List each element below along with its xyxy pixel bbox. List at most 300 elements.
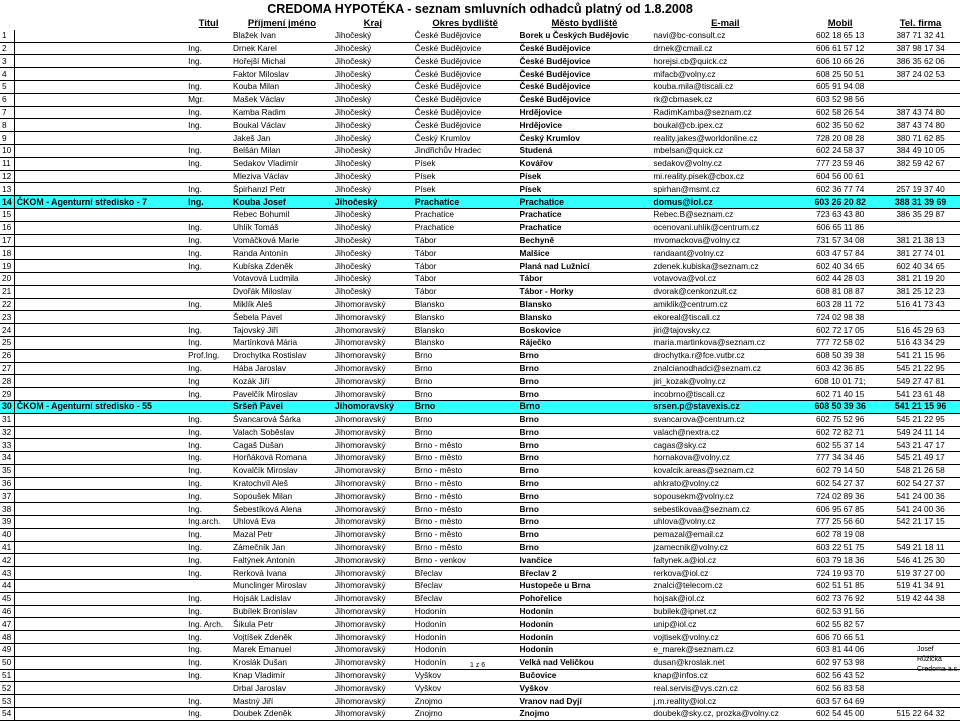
email-cell[interactable]: vojtisek@volny.cz [651,631,799,644]
titul-cell: Ing [186,375,231,388]
table-row [0,80,960,93]
row-number: 47 [0,618,14,631]
titul-cell [186,580,231,593]
okres-cell: Brno - město [413,516,518,529]
titul-cell: Ing. [186,669,231,682]
org-cell [14,592,186,605]
okres-cell: České Budějovice [413,55,518,68]
table-row [0,682,960,695]
org-cell [14,157,186,170]
org-cell [14,247,186,260]
kraj-cell: Jihomoravský [333,695,413,708]
tel-cell [881,528,960,541]
kraj-cell: Jihomoravský [333,567,413,580]
titul-cell: Ing. [186,106,231,119]
mobile-cell: 731 57 34 08 [799,234,881,247]
mobile-cell: 603 81 44 06 [799,644,881,657]
email-cell[interactable]: uhlova@volny.cz [651,516,799,529]
email-cell[interactable]: svancarova@centrum.cz [651,413,799,426]
table-row [0,324,960,337]
email-cell[interactable]: maria.martinkova@seznam.cz [651,336,799,349]
org-cell [14,580,186,593]
kraj-cell: Jihočeský [333,119,413,132]
email-cell[interactable]: faltynek.a@iol.cz [651,554,799,567]
okres-cell: Blansko [413,324,518,337]
org-cell [14,42,186,55]
org-cell [14,490,186,503]
table-row [0,132,960,145]
mobile-cell: 606 65 11 86 [799,221,881,234]
email-cell[interactable]: mi.reality.pisek@cbox.cz [651,170,799,183]
name-cell: Valach Soběslav [231,426,333,439]
kraj-cell: Jihomoravský [333,298,413,311]
email-cell[interactable]: doubek@sky.cz, prozka@volny.cz [651,708,799,721]
row-number: 9 [0,132,14,145]
row-number: 40 [0,528,14,541]
mobile-cell: 602 79 14 50 [799,464,881,477]
kraj-cell: Jihomoravský [333,656,413,669]
mobile-cell: 602 36 77 74 [799,183,881,196]
mobile-cell: 777 34 34 46 [799,452,881,465]
titul-cell: Ing. [186,413,231,426]
org-cell [14,106,186,119]
email-cell[interactable]: kouba.mila@tiscali.cz [651,80,799,93]
mesto-cell: Brno [518,490,652,503]
mesto-cell: Hodonín [518,605,652,618]
table-row [0,157,960,170]
email-cell[interactable]: pemazal@email.cz [651,528,799,541]
email-cell[interactable]: mvomackova@volny.cz [651,234,799,247]
email-cell[interactable]: hornakova@volny.cz [651,452,799,465]
email-cell[interactable]: horejsi.cb@quick.cz [651,55,799,68]
tel-cell [881,311,960,324]
name-cell: Kubíska Zdeněk [231,260,333,273]
name-cell: Sedakov Vladimír [231,157,333,170]
kraj-cell: Jihomoravský [333,400,413,413]
mesto-cell: Velká nad Veličkou [518,656,652,669]
email-cell[interactable]: spirhan@msmt.cz [651,183,799,196]
email-cell[interactable]: boukal@cb.ipex.cz [651,119,799,132]
row-number: 32 [0,426,14,439]
mesto-cell: Znojmo [518,708,652,721]
name-cell: Kroslák Dušan [231,656,333,669]
name-cell: Dvořák Miloslav [231,285,333,298]
row-number: 18 [0,247,14,260]
tel-cell: 381 21 38 13 [881,234,960,247]
email-cell[interactable]: j.m.reality@iol.cz [651,695,799,708]
table-row [0,400,960,413]
header-mobil[interactable]: Mobil [827,18,853,30]
email-cell[interactable]: dvorak@cenkonzult.cz [651,285,799,298]
email-cell[interactable]: rerkova@iol.cz [651,567,799,580]
mesto-cell: Brno [518,426,652,439]
name-cell: Drnek Karel [231,42,333,55]
mesto-cell: Hodonín [518,631,652,644]
header-tel[interactable]: Tel. firma [899,18,942,30]
titul-cell: Ing.arch. [186,516,231,529]
kraj-cell: Jihomoravský [333,477,413,490]
header-okres[interactable]: Okres bydliště [432,18,498,30]
table-row [0,644,960,657]
row-number: 22 [0,298,14,311]
email-cell[interactable]: drochytka.r@fce.vutbr.cz [651,349,799,362]
org-cell [14,708,186,721]
tel-cell: 545 21 49 17 [881,452,960,465]
table-row [0,631,960,644]
name-cell: Sršeň Pavel [231,400,333,413]
row-number: 20 [0,272,14,285]
row-number: 3 [0,55,14,68]
row-number: 38 [0,503,14,516]
footer-company: Credoma a.s. [917,666,960,673]
email-cell[interactable]: ocenovani.uhlik@centrum.cz [651,221,799,234]
name-cell: Belšán Milan [231,144,333,157]
email-cell[interactable]: incobrno@tiscali.cz [651,388,799,401]
row-number: 33 [0,439,14,452]
email-cell[interactable]: jzamecnik@volny.cz [651,541,799,554]
row-number: 15 [0,208,14,221]
row-number: 13 [0,183,14,196]
mobile-cell: 608 25 50 51 [799,68,881,81]
org-cell [14,285,186,298]
okres-cell: Písek [413,170,518,183]
kraj-cell: Jihomoravský [333,490,413,503]
titul-cell [186,400,231,413]
titul-cell: Ing. [186,221,231,234]
titul-cell: Mgr. [186,93,231,106]
table-row [0,528,960,541]
tel-cell: 542 21 17 15 [881,516,960,529]
tel-cell: 541 21 15 96 [881,349,960,362]
header-row [0,17,960,30]
row-number: 1 [0,30,14,42]
mobile-cell: 777 23 59 46 [799,157,881,170]
titul-cell [186,132,231,145]
org-cell [14,464,186,477]
org-cell [14,605,186,618]
row-number: 19 [0,260,14,273]
email-cell[interactable]: cagas@sky.cz [651,439,799,452]
titul-cell: Ing. [186,528,231,541]
okres-cell: Prachatice [413,221,518,234]
email-cell[interactable]: dusan@kroslak.net [651,656,799,669]
row-number: 6 [0,93,14,106]
mesto-cell: Brno [518,516,652,529]
okres-cell: Brno [413,426,518,439]
kraj-cell: Jihomoravský [333,388,413,401]
mobile-cell: 602 53 91 56 [799,605,881,618]
okres-cell: České Budějovice [413,42,518,55]
email-cell[interactable]: jiri_kozak@volny.cz [651,375,799,388]
okres-cell: Vyškov [413,669,518,682]
mobile-cell: 603 79 18 36 [799,554,881,567]
name-cell: Munclinger Miroslav [231,580,333,593]
mobile-cell: 604 56 00 61 [799,170,881,183]
footer-name: Josef Růžička [917,646,942,663]
row-number: 21 [0,285,14,298]
titul-cell: Ing. [186,439,231,452]
kraj-cell: Jihomoravský [333,311,413,324]
tel-cell: 386 35 29 87 [881,208,960,221]
name-cell: Mašek Václav [231,93,333,106]
header-mesto[interactable]: Město bydliště [551,18,618,30]
kraj-cell: Jihomoravský [333,631,413,644]
tel-cell: 382 59 42 67 [881,157,960,170]
tel-cell: 549 24 11 14 [881,426,960,439]
email-cell[interactable]: mbelsan@quick.cz [651,144,799,157]
kraj-cell: Jihočeský [333,55,413,68]
table-row [0,375,960,388]
org-cell [14,30,186,42]
row-number: 2 [0,42,14,55]
org-cell [14,644,186,657]
okres-cell: České Budějovice [413,119,518,132]
email-cell[interactable]: sedakov@volny.cz [651,157,799,170]
email-cell[interactable]: zdenek.kubiska@seznam.cz [651,260,799,273]
name-cell: Kozák Jiří [231,375,333,388]
name-cell: Kovalčík Miroslav [231,464,333,477]
mobile-cell: 602 54 45 00 [799,708,881,721]
table-row [0,336,960,349]
email-cell[interactable]: jiri@tajovsky.cz [651,324,799,337]
okres-cell: Brno [413,375,518,388]
row-number: 34 [0,452,14,465]
tel-cell: 545 21 22 95 [881,362,960,375]
titul-cell: Ing. [186,695,231,708]
table-row [0,144,960,157]
kraj-cell: Jihomoravský [333,324,413,337]
email-cell[interactable]: votavova@vol.cz [651,272,799,285]
titul-cell: Ing. [186,55,231,68]
mobile-cell: 602 54 27 37 [799,477,881,490]
org-cell [14,298,186,311]
email-cell[interactable]: rk@cbmasek.cz [651,93,799,106]
org-cell [14,68,186,81]
name-cell: Zámečník Jan [231,541,333,554]
row-number: 26 [0,349,14,362]
mesto-cell: Brno [518,452,652,465]
table-row [0,618,960,631]
mesto-cell: Blansko [518,311,652,324]
okres-cell: Hodonín [413,605,518,618]
titul-cell: Ing. [186,605,231,618]
tel-cell: 519 41 34 91 [881,580,960,593]
org-cell [14,80,186,93]
kraj-cell: Jihočeský [333,80,413,93]
table-row [0,260,960,273]
name-cell: Cagaš Dušan [231,439,333,452]
email-cell[interactable]: znalcianodhadci@seznam.cz [651,362,799,375]
mesto-cell: Tábor [518,272,652,285]
okres-cell: České Budějovice [413,68,518,81]
mobile-cell: 606 70 66 51 [799,631,881,644]
table-row [0,516,960,529]
email-cell[interactable]: hojsak@iol.cz [651,592,799,605]
kraj-cell: Jihočeský [333,30,413,42]
org-cell [14,426,186,439]
mobile-cell: 728 20 08 28 [799,132,881,145]
titul-cell [186,311,231,324]
titul-cell: Ing. Arch. [186,618,231,631]
org-cell [14,541,186,554]
tel-cell [881,605,960,618]
okres-cell: Tábor [413,285,518,298]
kraj-cell: Jihomoravský [333,708,413,721]
okres-cell: České Budějovice [413,106,518,119]
mobile-cell: 606 61 57 12 [799,42,881,55]
tel-cell [881,93,960,106]
tel-cell: 387 24 02 53 [881,68,960,81]
email-cell[interactable]: bubilek@ipnet.cz [651,605,799,618]
okres-cell: Brno - město [413,541,518,554]
mesto-cell: Břeclav 2 [518,567,652,580]
org-cell [14,528,186,541]
tel-cell [881,631,960,644]
kraj-cell: Jihomoravský [333,362,413,375]
mesto-cell: Tábor - Horky [518,285,652,298]
table-row [0,554,960,567]
email-cell[interactable]: mifacb@volny.cz [651,68,799,81]
email-cell[interactable]: kovalcik.areas@seznam.cz [651,464,799,477]
okres-cell: Brno - město [413,528,518,541]
mesto-cell: Brno [518,464,652,477]
mobile-cell: 602 72 82 71 [799,426,881,439]
email-cell[interactable]: sopousekm@volny.cz [651,490,799,503]
tel-cell: 388 31 39 69 [881,196,960,209]
header-kraj[interactable]: Kraj [363,18,383,30]
table-row [0,247,960,260]
tel-cell: 519 37 27 00 [881,567,960,580]
titul-cell: Ing. [186,656,231,669]
kraj-cell: Jihomoravský [333,516,413,529]
kraj-cell: Jihočeský [333,234,413,247]
okres-cell: Prachatice [413,208,518,221]
kraj-cell: Jihomoravský [333,541,413,554]
email-cell[interactable]: real.servis@vys.czn.cz [651,682,799,695]
mobile-cell: 602 40 34 65 [799,260,881,273]
mobile-cell: 603 42 36 85 [799,362,881,375]
mesto-cell: Kovářov [518,157,652,170]
name-cell: Vojtíšek Zdeněk [231,631,333,644]
email-cell[interactable]: RadimKamba@seznam.cz [651,106,799,119]
okres-cell: Brno - město [413,452,518,465]
tel-cell: 549 21 18 11 [881,541,960,554]
email-cell[interactable]: valach@nextra.cz [651,426,799,439]
email-cell[interactable]: ekoreal@tiscali.cz [651,311,799,324]
email-cell[interactable]: drnek@cmail.cz [651,42,799,55]
tel-cell: 380 71 62 85 [881,132,960,145]
header-titul[interactable]: Titul [198,18,219,30]
email-cell[interactable]: Rebec.B@seznam.cz [651,208,799,221]
org-cell [14,234,186,247]
table-row [0,490,960,503]
titul-cell [186,285,231,298]
mesto-cell: Malšice [518,247,652,260]
okres-cell: Blansko [413,336,518,349]
mobile-cell: 603 28 11 72 [799,298,881,311]
tel-cell: 541 23 61 48 [881,388,960,401]
row-number: 45 [0,592,14,605]
mesto-cell: České Budějovice [518,55,652,68]
mobile-cell: 608 81 08 87 [799,285,881,298]
email-cell[interactable]: knap@infos.cz [651,669,799,682]
mesto-cell: Brno [518,541,652,554]
name-cell: Šebestíková Alena [231,503,333,516]
email-cell[interactable]: znalci@telecom.cz [651,580,799,593]
org-cell [14,170,186,183]
mesto-cell: Borek u Českých Budějovic [518,30,652,42]
kraj-cell: Jihomoravský [333,426,413,439]
tel-cell: 545 21 22 95 [881,413,960,426]
kraj-cell: Jihomoravský [333,580,413,593]
kraj-cell: Jihočeský [333,196,413,209]
mobile-cell: 608 50 39 36 [799,400,881,413]
row-number: 14 [0,196,14,209]
email-cell[interactable]: domus@iol.cz [651,196,799,209]
email-cell[interactable]: sebestikovaa@seznam.cz [651,503,799,516]
row-number: 7 [0,106,14,119]
tel-cell: 387 98 17 34 [881,42,960,55]
mesto-cell: Planá nad Lužnicí [518,260,652,273]
org-cell [14,311,186,324]
email-cell[interactable]: amiklik@centrum.cz [651,298,799,311]
org-cell [14,362,186,375]
name-cell: Faktor Miloslav [231,68,333,81]
okres-cell: Tábor [413,260,518,273]
email-cell[interactable]: reality.jakes@worldonline.cz [651,132,799,145]
table-row [0,68,960,81]
org-cell: ČKOM - Agenturní středisko - 7 [14,196,186,209]
mesto-cell: Boskovice [518,324,652,337]
name-cell: Rerková Ivana [231,567,333,580]
email-cell[interactable]: unip@iol.cz [651,618,799,631]
row-number: 44 [0,580,14,593]
table-row [0,42,960,55]
row-number: 28 [0,375,14,388]
kraj-cell: Jihomoravský [333,336,413,349]
titul-cell: Prof.Ing. [186,349,231,362]
mesto-cell: Brno [518,349,652,362]
email-cell[interactable]: ahkrato@volny.cz [651,477,799,490]
titul-cell: Ing. [186,477,231,490]
kraj-cell: Jihočeský [333,285,413,298]
email-cell[interactable]: e_marek@seznam.cz [651,644,799,657]
name-cell: Faltýnek Antonín [231,554,333,567]
tel-cell: 602 40 34 65 [881,260,960,273]
tel-cell [881,618,960,631]
email-cell[interactable]: randaant@volny.cz [651,247,799,260]
header-prijmeni[interactable]: Příjmení jméno [247,18,316,30]
email-cell[interactable]: navi@bc-consult.cz [651,30,799,42]
table-row [0,426,960,439]
table-row [0,695,960,708]
tel-cell [881,695,960,708]
name-cell: Rebec Bohumil [231,208,333,221]
header-email[interactable]: E-mail [711,18,740,30]
okres-cell: Brno [413,388,518,401]
table-body [0,30,960,721]
mobile-cell: 603 57 64 69 [799,695,881,708]
titul-cell: Ing. [186,196,231,209]
email-cell[interactable]: srsen.p@stavexis.cz [651,400,799,413]
mobile-cell: 603 52 98 56 [799,93,881,106]
mesto-cell: Brno [518,477,652,490]
kraj-cell: Jihočeský [333,208,413,221]
org-cell [14,452,186,465]
row-number: 24 [0,324,14,337]
tel-cell: 381 27 74 01 [881,247,960,260]
org-cell [14,119,186,132]
